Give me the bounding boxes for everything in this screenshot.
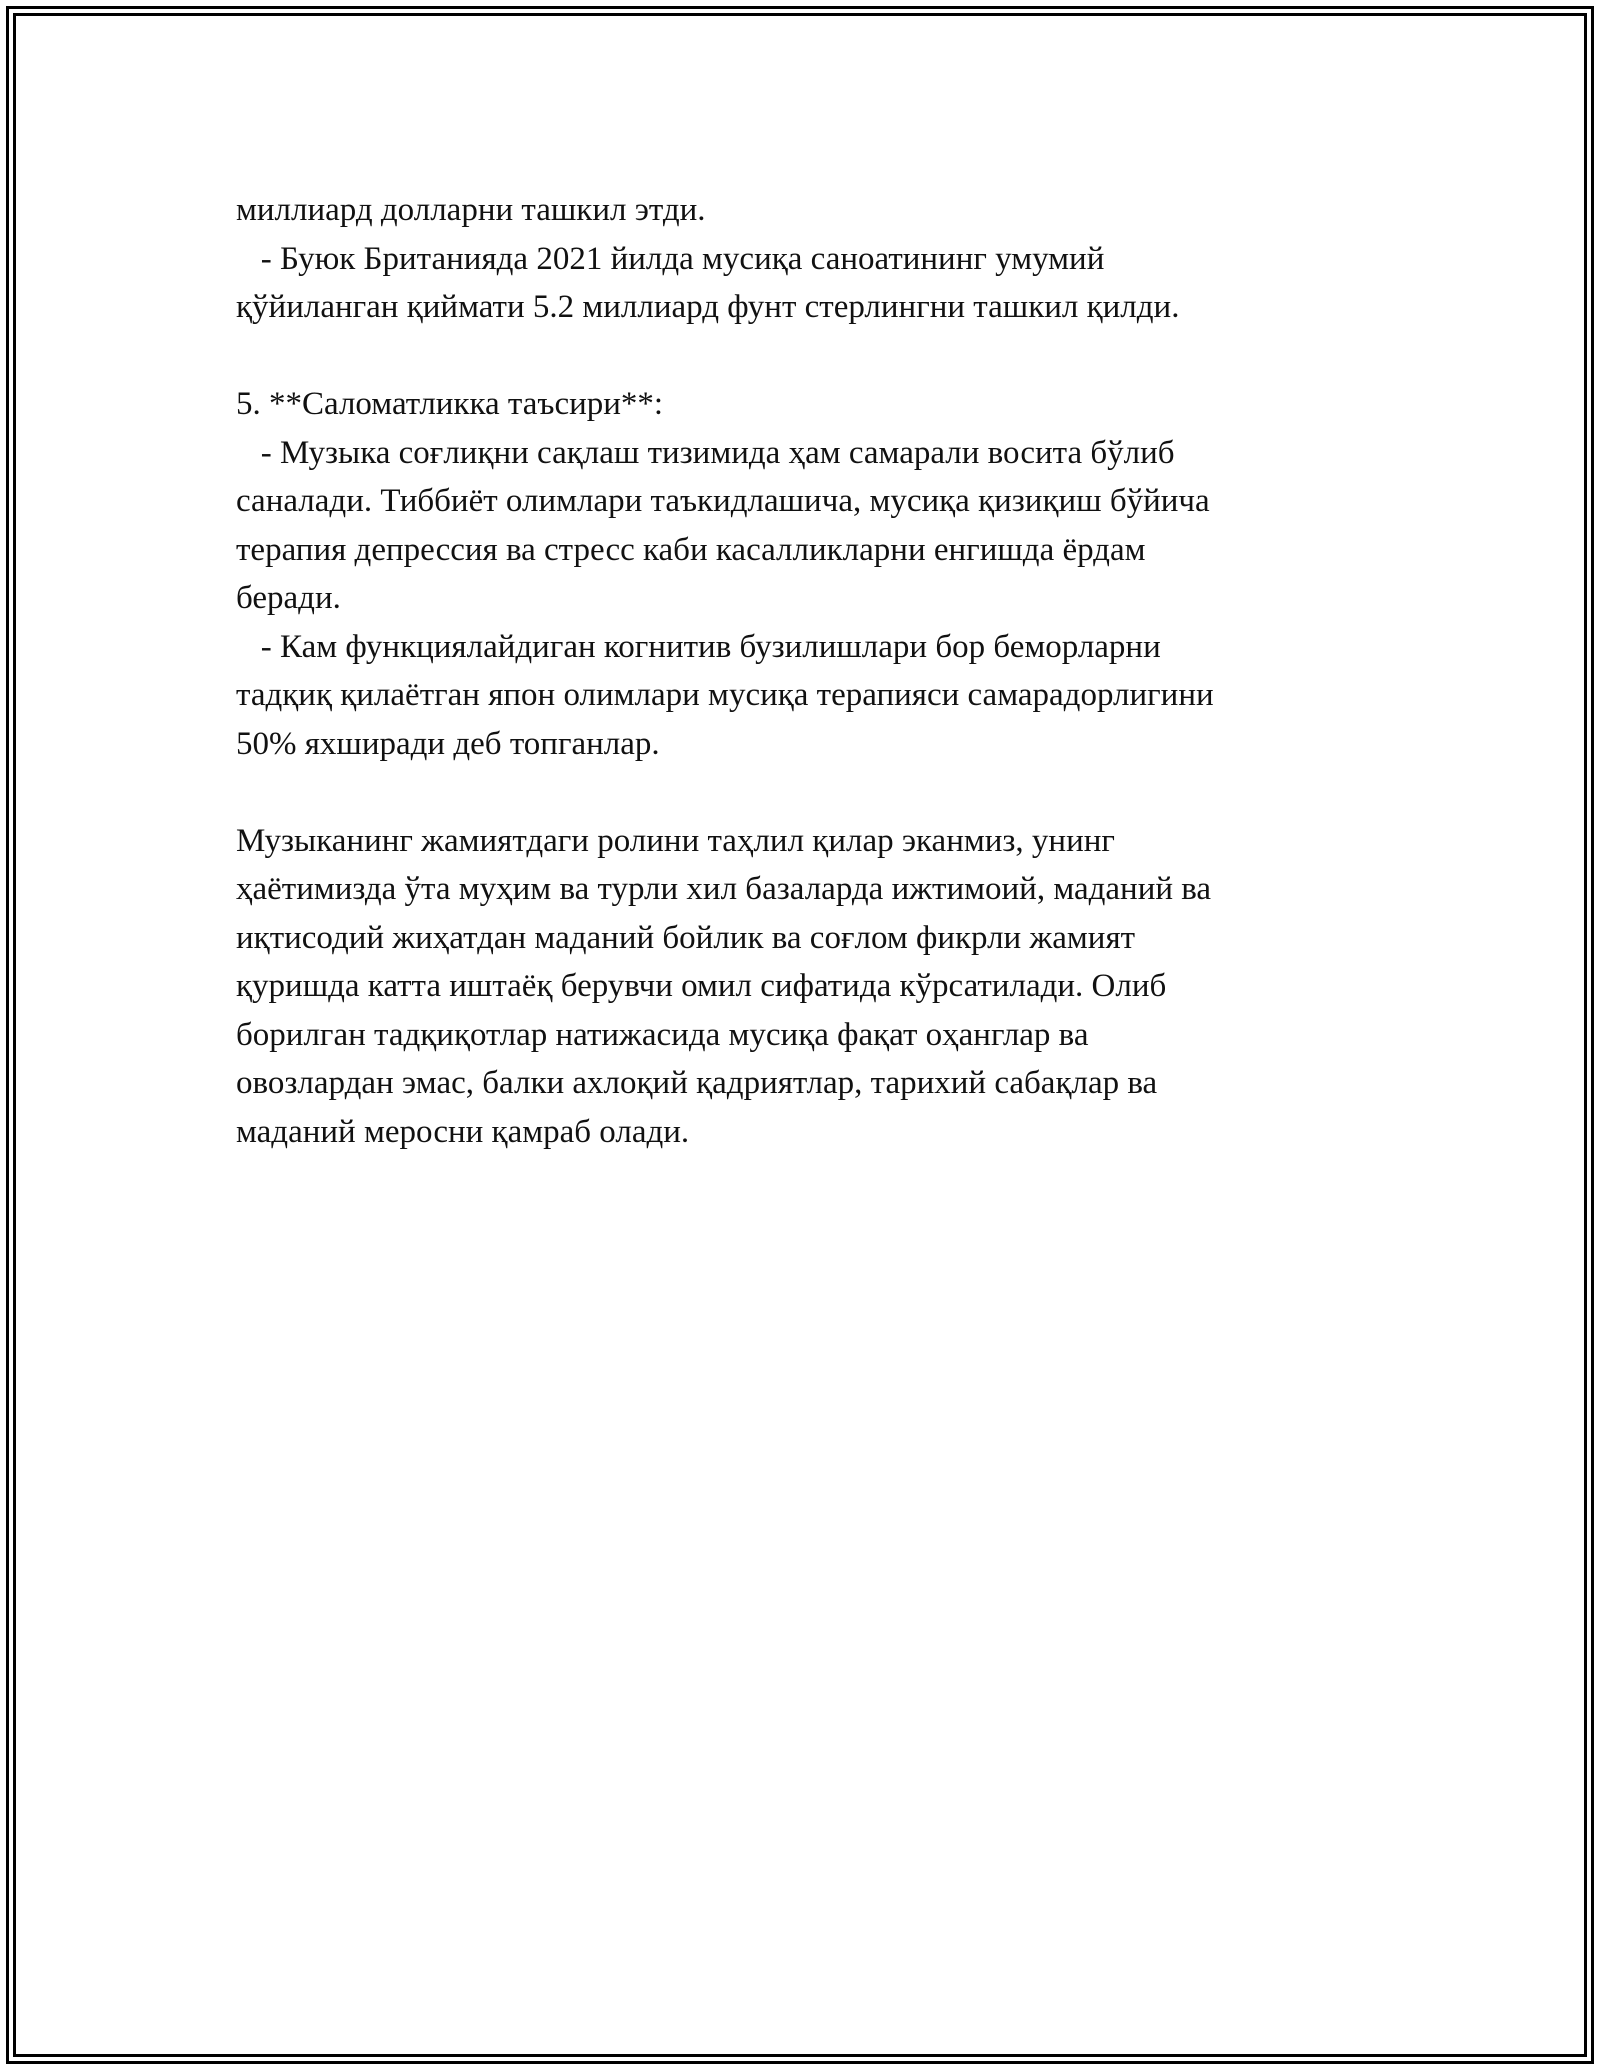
text-line: ҳаётимизда ўта муҳим ва турли хил базаларда ижтимоий, маданий ва bbox=[236, 871, 1212, 907]
text-line: қўйиланган қиймати 5.2 миллиард фунт стерлингни ташкил қилди. bbox=[236, 289, 1180, 325]
text-line: тадқиқ қилаётган япон олимлари мусиқа терапияси самарадорлигини bbox=[236, 677, 1214, 713]
paragraph-gap bbox=[236, 768, 1376, 817]
text-line: Музыканинг жамиятдаги ролини таҳлил қилар эканмиз, унинг bbox=[236, 822, 1115, 859]
document-body bbox=[236, 186, 1376, 1156]
text-line: қуришда катта иштаёқ берувчи омил сифатида кўрсатилади. Олиб bbox=[236, 968, 1167, 1004]
text-line: миллиард долларни ташкил этди. bbox=[236, 192, 706, 228]
text-line: борилган тадқиқотлар натижасида мусиқа фақат оҳанглар ва bbox=[236, 1016, 1089, 1053]
text-line: овозлардан эмас, балки ахлоқий қадриятлар, тарихий сабақлар ва bbox=[236, 1065, 1158, 1101]
text-line: - Музыка соғлиқни сақлаш тизимида ҳам самарали восита бўлиб bbox=[236, 434, 1175, 471]
text-line: беради. bbox=[236, 580, 341, 616]
text-line: иқтисодий жиҳатдан маданий бойлик ва соғлом фикрли жамият bbox=[236, 919, 1136, 956]
text-line: маданий меросни қамраб олади. bbox=[236, 1113, 690, 1150]
text-line: - Кам функциялайдиган когнитив бузилишлари бор беморларни bbox=[236, 628, 1161, 665]
text-line: терапия депрессия ва стресс каби касалликларни енгишда ёрдам bbox=[236, 531, 1146, 568]
text-line: - Буюк Британияда 2021 йилда мусиқа саноатининг умумий bbox=[236, 240, 1105, 277]
text-line: 50% яхширади деб топганлар. bbox=[236, 725, 660, 762]
section-heading: 5. **Саломатликка таъсири**: bbox=[236, 386, 664, 422]
paragraph-gap bbox=[236, 332, 1376, 381]
text-line: саналади. Тиббиёт олимлари таъкидлашича, мусиқа қизиқиш бўйича bbox=[236, 483, 1210, 519]
